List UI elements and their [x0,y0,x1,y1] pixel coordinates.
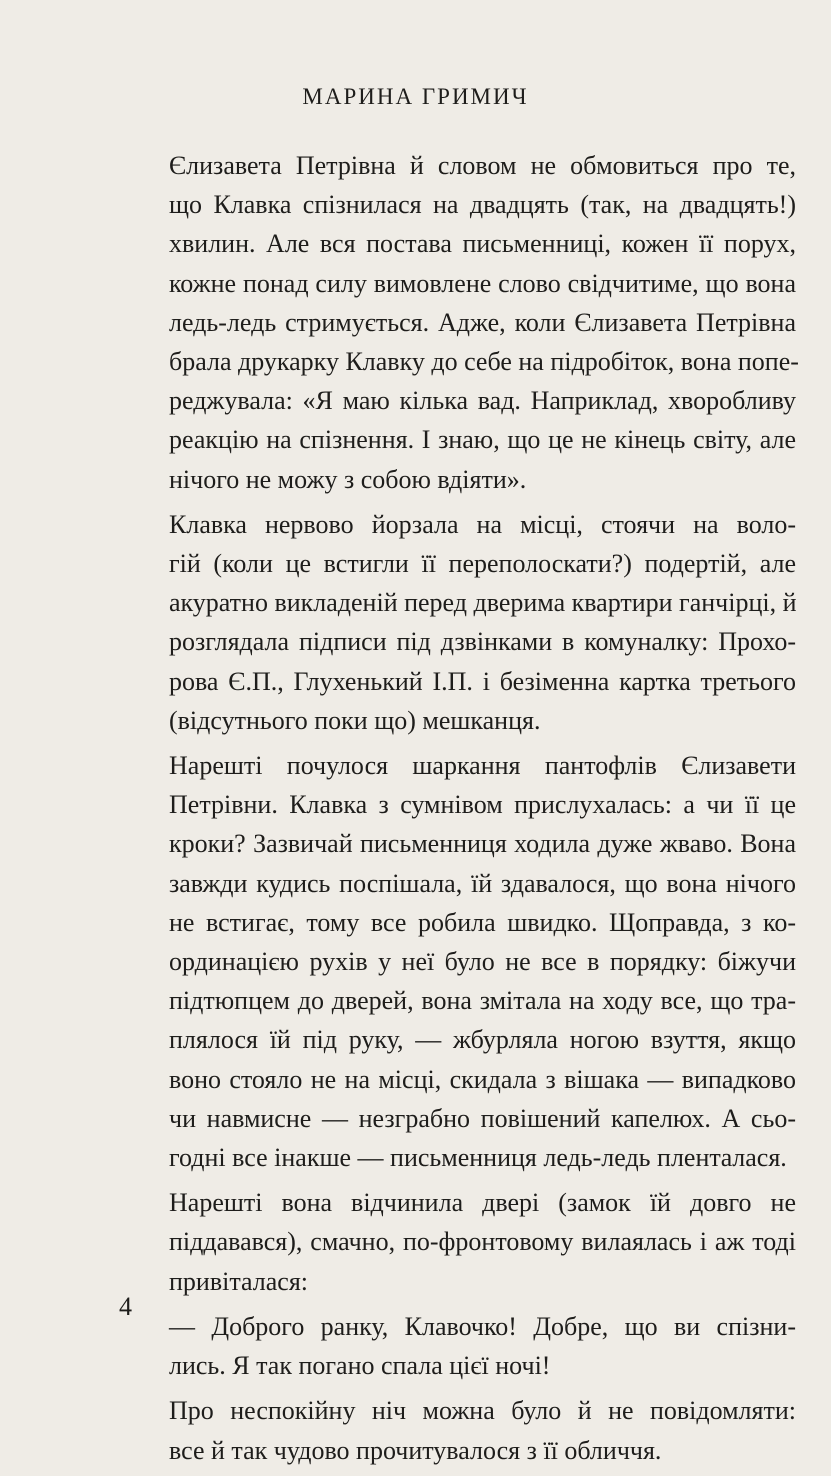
text-line: рова Є.П., Глухенький І.П. і безіменна картка третього [169,666,796,696]
paragraph [119,1391,796,1469]
page-number: 4 [119,1292,132,1321]
text-line: завжди кудись поспішала, їй здавалося, що вона нічого [169,868,796,898]
text-line: привіталася: [169,1266,309,1296]
text-line: воно стояло не на місці, скидала з вішака — випадково [169,1064,796,1094]
body-text [119,146,799,1476]
paragraph [119,1307,796,1385]
text-line: годні все інакше — письменниця ледь-ледь плентaлася. [169,1143,787,1173]
paragraph [119,146,799,499]
text-line: Клавка нервово йорзала на місці, стоячи на воло- [169,509,796,539]
text-line: Про неспокійну ніч можна було й не повідомляти: [169,1396,796,1426]
text-line: реакцію на спізнення. І знаю, що це не кінець світу, але [169,425,796,455]
text-line: гій (коли це встигли її переполоскати?) подертій, але [169,549,796,579]
text-line: Петрівни. Клавка з сумнівом прислухалась: а чи її це [169,790,796,820]
text-line: чи навмисне — незграбно повішений капелюх. А сьо- [169,1103,796,1133]
text-line: Нарешті почулося шаркання пантофлів Єлизавети [169,751,796,781]
text-line: Єлизавета Петрівна й словом не обмовиться про те, [169,151,796,180]
text-line: плялося їй під руку, — жбурляла ногою взуття, якщо [169,1025,796,1055]
text-line: кроки? Зазвичай письменниця ходила дуже жваво. Вона [169,829,796,859]
text-line: розглядала підписи під дзвінками в комуналку: Прохо- [169,627,796,657]
paragraph [119,1183,796,1301]
text-line: підтюпцем до дверей, вона змітала на ходу все, що тра- [169,986,796,1016]
text-line: — Доброго ранку, Клавочко! Добре, що ви спізни- [169,1311,796,1341]
text-line: Нарешті вона відчинила двері (замок їй довго не [169,1188,796,1218]
text-line: реджувала: «Я маю кілька вад. Наприклад, хворобливу [169,386,796,416]
running-head: МАРИНА ГРИМИЧ [302,84,529,109]
text-line: ординацією рухів у неї було не все в порядку: біжучи [169,947,796,977]
text-line: ледь-ледь стримується. Адже, коли Єлизавета Петрівна [169,307,796,337]
text-line: брала друкарку Клавку до себе на підробіток, вона попе- [169,347,799,377]
text-line: лись. Я так погано спала цієї ночі! [169,1351,551,1381]
text-line: що Клавка спізнилася на двадцять (так, на двадцять!) [169,190,796,220]
text-line: акуратно викладеній перед дверима квартири ганчірці, й [169,588,797,618]
text-line: (відсутнього поки що) мешканця. [169,705,541,735]
paragraph [119,505,796,740]
paragraph [119,746,796,1177]
text-line: не встигає, тому все робила швидко. Щоправда, з ко- [169,907,796,937]
text-line: кожне понад силу вимовлене слово свідчитиме, що вона [169,268,796,298]
text-line: нічого не можу з собою вдіяти». [169,464,527,494]
text-line: хвилин. Але вся постава письменниці, кожен її порух, [169,229,796,259]
text-line: піддавався), смачно, по-фронтовому вилаялась і аж тоді [169,1227,796,1257]
text-line: все й так чудово прочитувалося з її обличчя. [169,1435,662,1465]
